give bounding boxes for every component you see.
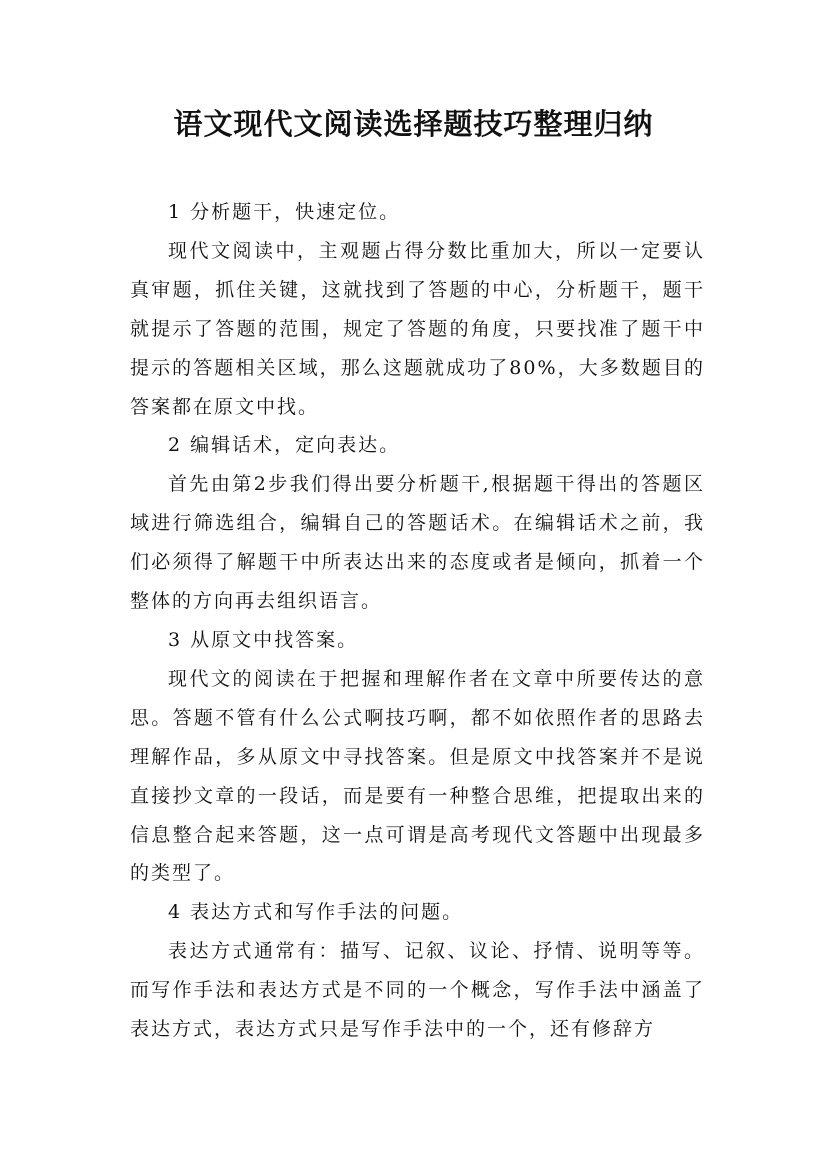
- paragraph: 现代文阅读中，主观题占得分数比重加大，所以一定要认真审题，抓住关键，这就找到了答题的中心，分析题干，题干就提示了答题的范围，规定了答题的角度，只要找准了题干中提示的答题相关区域，那么这题就成功了80%，大多数题目的答案都在原文中找。: [130, 239, 705, 418]
- paragraph: 现代文的阅读在于把握和理解作者在文章中所要传达的意思。答题不管有什么公式啊技巧啊，都不如依照作者的思路去理解作品，多从原文中寻找答案。但是原文中找答案并不是说直接抄文章的一段话，而是要有一种整合思维，把提取出来的信息整合起来答题，这一点可谓是高考现代文答题中出现最多的类型了。: [130, 667, 705, 885]
- paragraph: 表达方式通常有：描写、记叙、议论、抒情、说明等等。而写作手法和表达方式是不同的一个概念，写作手法中涵盖了表达方式，表达方式只是写作手法中的一个，还有修辞方: [130, 940, 705, 1041]
- document-title: 语文现代文阅读选择题技巧整理归纳: [173, 107, 654, 141]
- document-body: [130, 193, 705, 1049]
- section-heading-3: 3 从原文中找答案。: [168, 628, 359, 651]
- paragraph: 首先由第2步我们得出要分析题干,根据题干得出的答题区域进行筛选组合，编辑自己的答题话术。在编辑话术之前，我们必须得了解题干中所表达出来的态度或者是倾向，抓着一个整体的方向再去组织语言。: [130, 473, 705, 613]
- section-heading-1: 1 分析题干，快速定位。: [168, 201, 401, 223]
- section-heading-2: 2 编辑话术，定向表达。: [168, 434, 401, 457]
- section-heading-4: 4 表达方式和写作手法的问题。: [168, 901, 464, 924]
